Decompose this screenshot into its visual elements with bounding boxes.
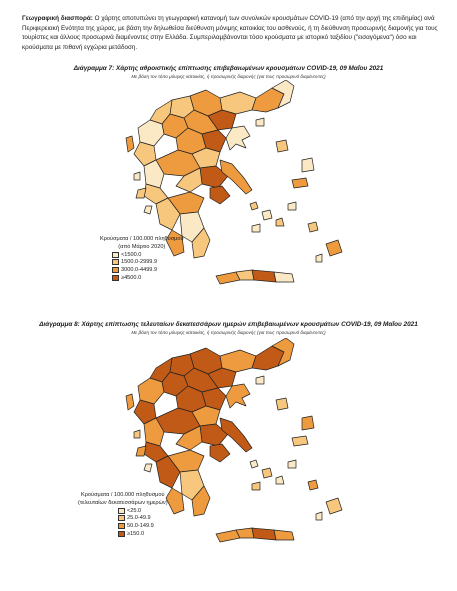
region	[288, 202, 296, 210]
legend-swatch	[112, 267, 119, 273]
region	[252, 528, 276, 540]
legend-swatch	[118, 531, 125, 537]
region	[256, 376, 264, 384]
legend-swatch	[112, 275, 119, 281]
legend-row	[118, 522, 168, 530]
region	[308, 480, 318, 490]
legend-label: 3000.0-4499.9	[121, 266, 158, 273]
region	[226, 384, 250, 408]
legend-label: <25.0	[127, 507, 142, 514]
legend-row	[112, 274, 184, 282]
legend-label: 1500.0-2999.9	[121, 259, 158, 266]
region	[326, 498, 342, 514]
intro-paragraph	[22, 14, 438, 52]
region	[256, 118, 264, 126]
region	[252, 224, 260, 232]
region	[144, 464, 152, 472]
region	[210, 186, 230, 204]
map2-legend	[78, 492, 168, 537]
region	[316, 254, 322, 262]
region	[166, 488, 184, 514]
legend-row	[112, 259, 184, 267]
map2-title: Διάγραμμα 8: Χάρτης επίπτωσης τελευταίων δεκατεσσάρων ημερών επιβεβαιωμένων κρουσμάτων COVID-19, 09 Μαΐου 2021	[39, 321, 418, 328]
region	[226, 126, 250, 150]
map1-title: Διάγραμμα 7: Χάρτης αθροιστικής επίπτωσης επιβεβαιωμένων κρουσμάτων COVID-19, 09 Μαΐου 2021	[73, 65, 384, 72]
region	[276, 398, 288, 410]
region	[136, 188, 146, 198]
region	[216, 530, 240, 542]
region	[276, 218, 284, 226]
region	[262, 468, 272, 478]
region	[126, 136, 134, 152]
region	[252, 482, 260, 490]
legend-subtitle: (τελευταίων δεκατεσσάρων ημερών)	[78, 499, 168, 506]
region	[210, 444, 230, 462]
region	[126, 394, 134, 410]
map2-subtitle: Με βάση τον τόπο μόνιμης κατοικίας, ή προσωρινής διαμονής (για τους προσωρινά διαμένοντες)	[131, 330, 326, 335]
region	[302, 416, 314, 430]
region	[302, 158, 314, 172]
region	[138, 120, 164, 146]
legend-row	[112, 251, 184, 259]
legend-row	[112, 266, 184, 274]
region	[274, 272, 294, 282]
region	[292, 436, 308, 446]
region	[276, 140, 288, 152]
legend-label: ≥4500.0	[121, 274, 142, 281]
legend-label: <1500.0	[121, 251, 142, 258]
region	[138, 378, 164, 404]
region	[136, 446, 146, 456]
region	[250, 460, 258, 468]
region	[308, 222, 318, 232]
region	[134, 172, 140, 180]
legend-swatch	[112, 259, 119, 265]
legend-row	[118, 507, 168, 515]
legend-swatch	[118, 508, 125, 514]
map1-legend	[100, 236, 184, 281]
legend-title: Κρούσματα / 100.000 πληθυσμού	[100, 236, 184, 242]
legend-label: ≥150.0	[127, 530, 145, 537]
region	[274, 530, 294, 540]
region	[316, 512, 322, 520]
legend-swatch	[118, 523, 125, 529]
region	[262, 210, 272, 220]
legend-swatch	[118, 515, 125, 521]
region	[134, 430, 140, 438]
region	[326, 240, 342, 256]
intro-label: Γεωγραφική διασπορά:	[22, 15, 93, 22]
region	[292, 178, 308, 188]
legend-label: 50.0-149.9	[127, 522, 154, 529]
region	[144, 206, 152, 214]
region	[252, 270, 276, 282]
region	[216, 272, 240, 284]
region	[288, 460, 296, 468]
intro-text: Ο χάρτης αποτυπώνει τη γεωγραφική κατανομή των συνολικών κρουσμάτων COVID-19 (από την αρχή της επιδημίας) ανά Περιφερειακή Ενότητα της χώρας, με βάση την δηλωθείσα διεύθυνση μόνιμης κατοικίας του ασθενούς, ή τη διεύθυνση προσωρινής διαμονής για τους τουρίστες και άλλους προσωρινά διαμένοντες στην Ελλάδα. Συμπεριλαμβάνονται τόσο κρούσματα με ιστορικό ταξιδίου ("εισαγόμενα") όσο και κρούσματα με πιθανή εγχώρια μετάδοση.	[22, 15, 438, 51]
legend-title: Κρούσματα / 100.000 πληθυσμού	[81, 492, 165, 498]
region	[276, 476, 284, 484]
region	[250, 202, 258, 210]
legend-row	[118, 515, 168, 523]
legend-row	[118, 530, 168, 538]
legend-subtitle: (από Μάρτιο 2020)	[118, 243, 166, 250]
legend-swatch	[112, 252, 119, 258]
map1-subtitle: Με βάση τον τόπο μόνιμης κατοικίας, ή προσωρινής διαμονής (για τους προσωρινά διαμένοντες)	[131, 74, 326, 79]
legend-label: 25.0-49.9	[127, 515, 151, 522]
